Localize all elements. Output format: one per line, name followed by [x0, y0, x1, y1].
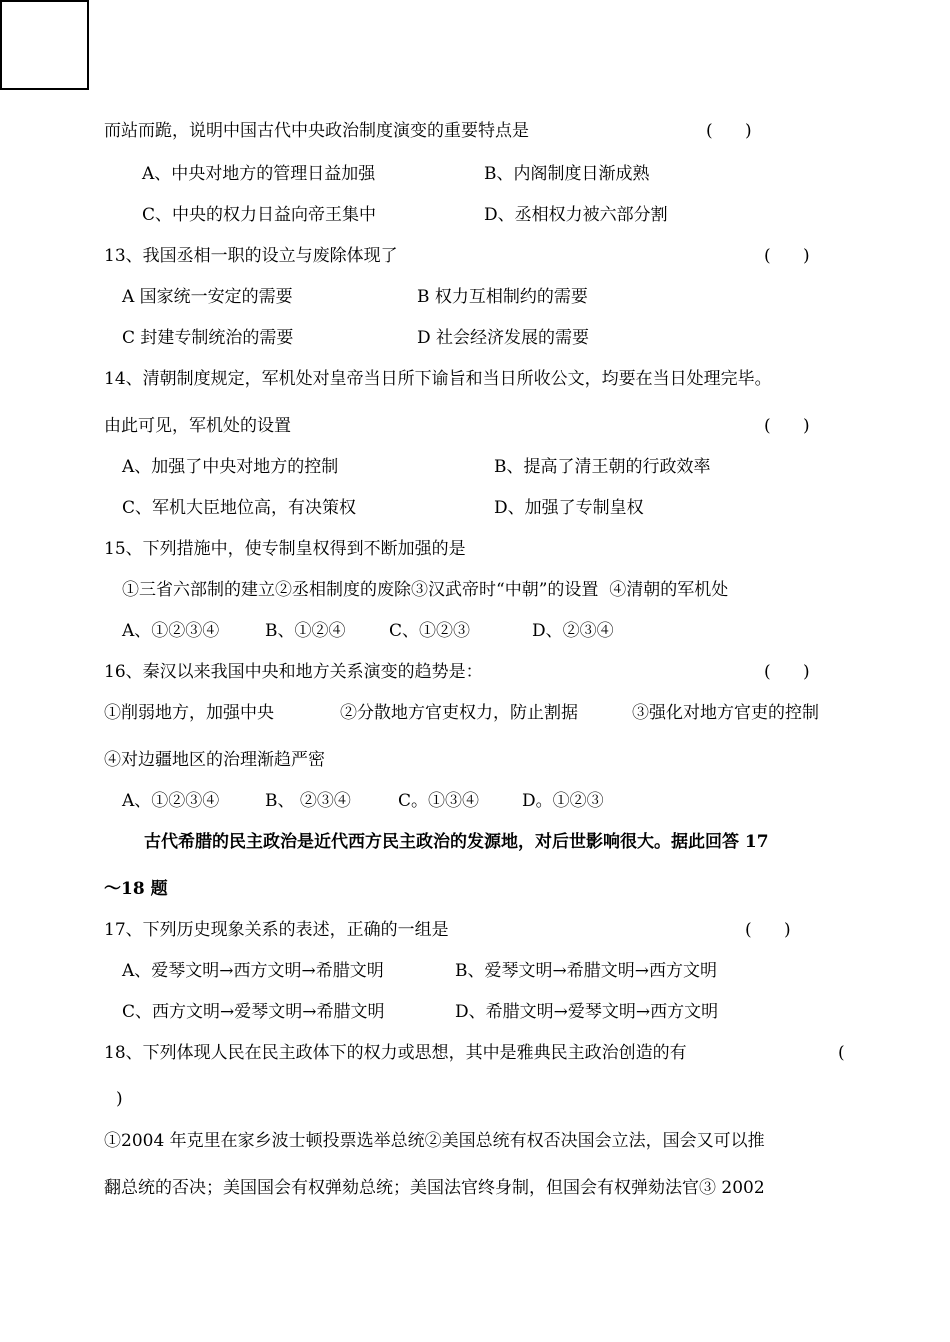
q14-option-c: C、军机大臣地位高，有决策权 — [122, 498, 357, 518]
q16-stem: 16、秦汉以来我国中央和地方关系演变的趋势是： — [104, 662, 483, 682]
q17-answer-paren: ( ) — [745, 920, 791, 940]
q18-stem: 18、下列体现人民在民主政体下的权力或思想，其中是雅典民主政治创造的有 — [104, 1043, 687, 1063]
q16-answer-paren: ( ) — [764, 662, 810, 682]
q12-option-a: A、中央对地方的管理日益加强 — [142, 164, 376, 184]
q16-option-c: C。①③④ — [398, 791, 480, 811]
q17-option-a: A、爱琴文明→西方文明→希腊文明 — [122, 961, 384, 981]
q12-option-d: D、丞相权力被六部分割 — [484, 205, 668, 225]
q13-option-d: D 社会经济发展的需要 — [417, 328, 590, 348]
q15-option-b: B、①②④ — [265, 621, 346, 641]
q18-answer-paren-open: ( — [838, 1043, 845, 1063]
q14-option-d: D、加强了专制皇权 — [494, 498, 644, 518]
q15-items: ①三省六部制的建立②丞相制度的废除③汉武帝时“中朝”的设置 ④清朝的军机处 — [122, 580, 729, 600]
q12-option-c: C、中央的权力日益向帝王集中 — [142, 205, 377, 225]
q14-answer-paren: ( ) — [764, 416, 810, 436]
section-intro-line-1: 古代希腊的民主政治是近代西方民主政治的发源地，对后世影响很大。据此回答 17 — [144, 832, 769, 852]
q16-option-b: B、 ②③④ — [265, 791, 351, 811]
q13-option-c: C 封建专制统治的需要 — [122, 328, 294, 348]
q13-answer-paren: ( ) — [764, 246, 810, 266]
q13-stem: 13、我国丞相一职的设立与废除体现了 — [104, 246, 398, 266]
q13-option-b: B 权力互相制约的需要 — [417, 287, 588, 307]
corner-box — [0, 0, 89, 90]
q16-item-4: ④对边疆地区的治理渐趋严密 — [104, 750, 325, 770]
q12-stem: 而站而跪，说明中国古代中央政治制度演变的重要特点是 — [104, 121, 529, 141]
q15-stem: 15、下列措施中，使专制皇权得到不断加强的是 — [104, 539, 466, 559]
q15-option-d: D、②③④ — [532, 621, 614, 641]
q17-option-b: B、爱琴文明→希腊文明→西方文明 — [455, 961, 717, 981]
q14-option-a: A、加强了中央对地方的控制 — [122, 457, 339, 477]
q16-item-2: ②分散地方官吏权力，防止割据 — [340, 703, 578, 723]
q15-option-c: C、①②③ — [389, 621, 471, 641]
q15-option-a: A、①②③④ — [122, 621, 220, 641]
q13-option-a: A 国家统一安定的需要 — [122, 287, 293, 307]
q14-option-b: B、提高了清王朝的行政效率 — [494, 457, 711, 477]
q14-stem-line-1: 14、清朝制度规定，军机处对皇帝当日所下谕旨和当日所收公文，均要在当日处理完毕。 — [104, 369, 772, 389]
q12-answer-paren: ( ) — [706, 121, 752, 141]
q17-option-d: D、希腊文明→爱琴文明→西方文明 — [455, 1002, 719, 1022]
q18-material-line-2: 翻总统的否决；美国国会有权弹劾总统；美国法官终身制，但国会有权弹劾法官③ 2002 — [104, 1178, 765, 1198]
q16-option-a: A、①②③④ — [122, 791, 220, 811]
q18-answer-paren-close: ) — [116, 1089, 123, 1109]
q17-stem: 17、下列历史现象关系的表述，正确的一组是 — [104, 920, 449, 940]
q16-option-d: D。①②③ — [522, 791, 604, 811]
q16-item-3: ③强化对地方官吏的控制 — [632, 703, 819, 723]
section-intro-line-2: ～18 题 — [104, 879, 168, 899]
q17-option-c: C、西方文明→爱琴文明→希腊文明 — [122, 1002, 385, 1022]
q12-option-b: B、内阁制度日渐成熟 — [484, 164, 650, 184]
q18-material-line-1: ①2004 年克里在家乡波士顿投票选举总统②美国总统有权否决国会立法，国会又可以推 — [104, 1131, 765, 1151]
q14-stem-line-2: 由此可见，军机处的设置 — [104, 416, 291, 436]
q16-item-1: ①削弱地方，加强中央 — [104, 703, 274, 723]
